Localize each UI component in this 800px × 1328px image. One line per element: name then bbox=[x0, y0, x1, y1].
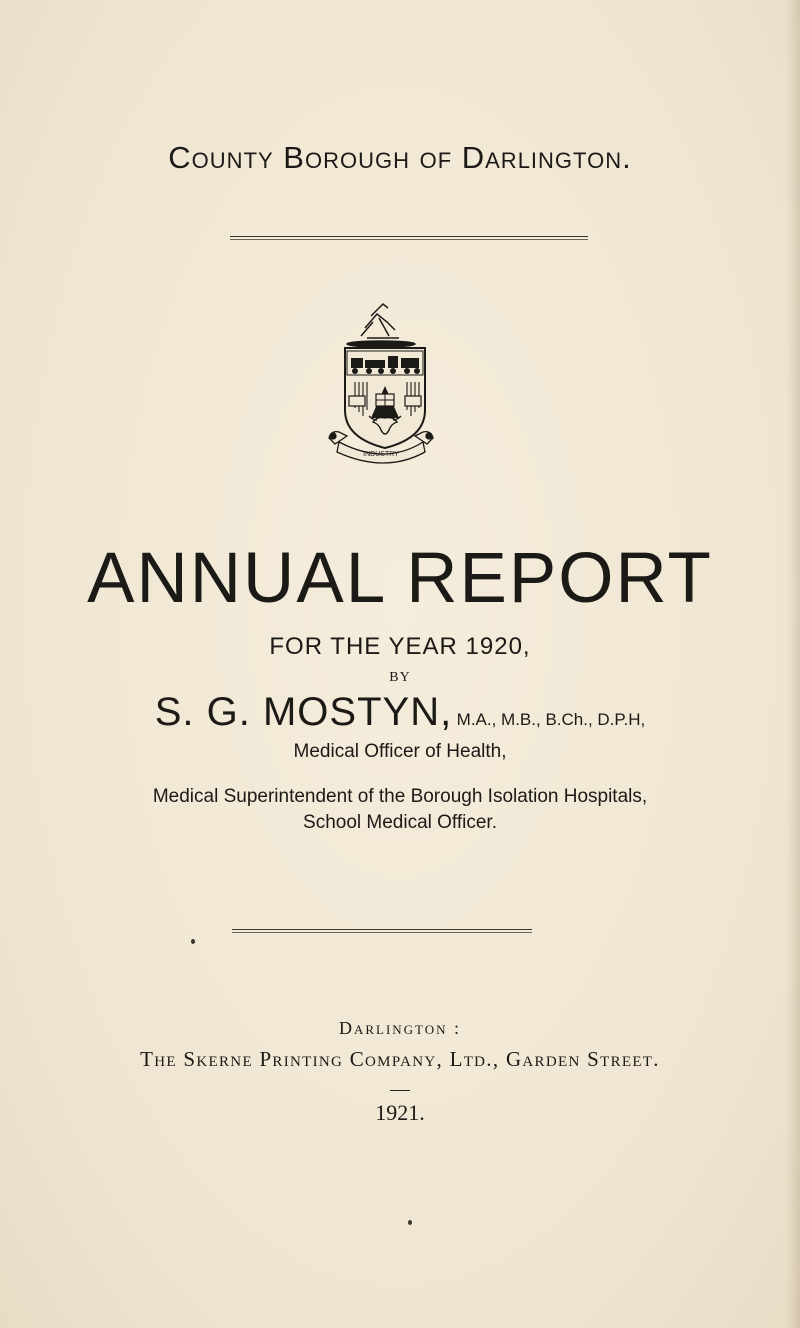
shield-icon bbox=[345, 348, 425, 448]
author-degrees: M.A., M.B., B.Ch., D.P.H, bbox=[456, 710, 646, 729]
top-double-rule bbox=[230, 236, 588, 237]
imprint-dash bbox=[390, 1090, 410, 1091]
author-role-1: Medical Officer of Health, bbox=[293, 741, 507, 762]
crest-motto: INDUSTRY bbox=[363, 451, 399, 458]
ink-speck bbox=[408, 1220, 412, 1225]
county-heading: County Borough of Darlington. bbox=[168, 140, 632, 175]
author-role-2: Medical Superintendent of the Borough Isolation Hospitals, bbox=[152, 786, 648, 807]
top-double-rule-lower bbox=[230, 239, 588, 240]
report-year: FOR THE YEAR 1920, bbox=[269, 633, 531, 660]
imprint-place: Darlington : bbox=[338, 1018, 462, 1038]
crest-top-icon bbox=[347, 304, 415, 347]
report-title: ANNUAL REPORT bbox=[87, 539, 713, 618]
middle-double-rule-lower bbox=[232, 932, 532, 933]
ink-speck bbox=[191, 939, 195, 944]
author-name: S. G. MOSTYN, bbox=[154, 690, 453, 734]
imprint-date: 1921. bbox=[375, 1100, 425, 1125]
middle-double-rule bbox=[232, 929, 532, 930]
author-role-3: School Medical Officer. bbox=[303, 812, 497, 833]
author-line bbox=[0, 690, 800, 735]
imprint-printer: The Skerne Printing Company, Ltd., Garden Street. bbox=[140, 1047, 660, 1071]
by-label: BY bbox=[389, 670, 411, 685]
page-edge-shadow bbox=[786, 0, 800, 1328]
borough-crest bbox=[325, 298, 437, 470]
